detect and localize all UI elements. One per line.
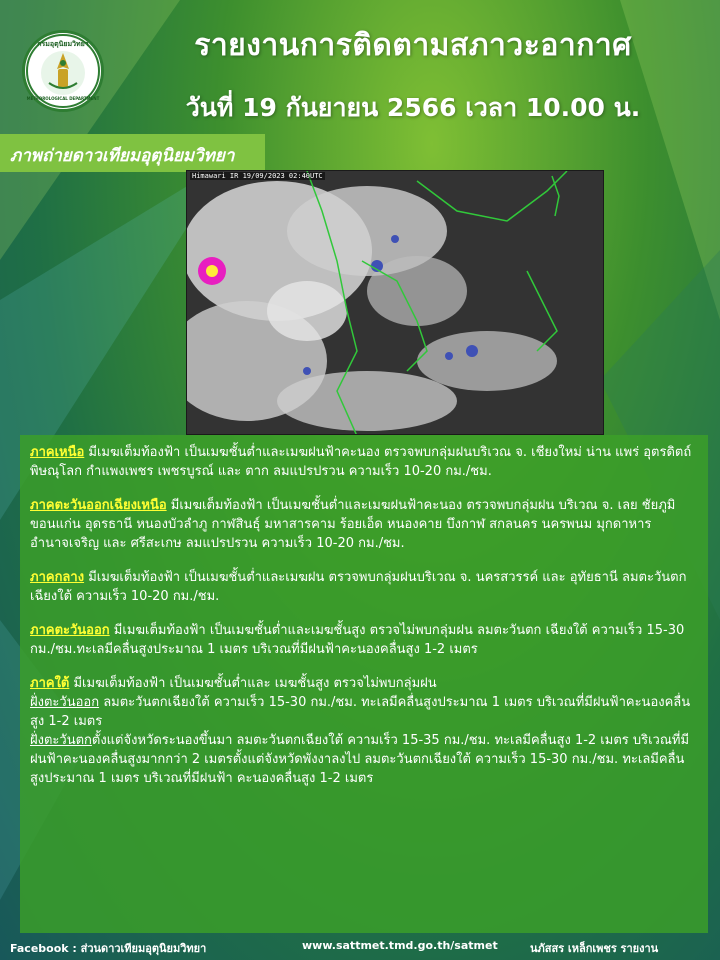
south-east-coast — [30, 693, 698, 731]
satellite-map-graphic — [187, 171, 604, 435]
report-date: วันที่ 19 กันยายน 2566 เวลา 10.00 น. — [185, 93, 641, 122]
region-east — [30, 621, 698, 659]
region-text: มีเมฆเต็มท้องฟ้า เป็นเมฆชั้นต่ำและเมฆฝนฟ้าคะนอง ตรวจพบกลุ่มฝนบริเวณ จ. เชียงใหม่ น่าน แพร่ อุตรดิตถ์ พิษณุโลก กำแพงเพชร เพชรบูรณ์ และ ตาก ลมแปรปรวน ความเร็ว 10-20 กม./ชม. — [30, 445, 692, 479]
weather-report-panel — [20, 435, 708, 933]
region-name: ภาคเหนือ — [30, 445, 85, 460]
coast-label-west: ฝั่งตะวันตก — [30, 733, 92, 748]
region-name: ภาคตะวันออกเฉียงเหนือ — [30, 498, 167, 513]
region-name: ภาคตะวันออก — [30, 623, 110, 638]
coast-label-east: ฝั่งตะวันออก — [30, 695, 100, 710]
region-south — [30, 674, 698, 788]
satellite-section-label: ภาพถ่ายดาวเทียมอุตุนิยมวิทยา — [0, 134, 265, 172]
region-north — [30, 443, 698, 481]
region-name: ภาคใต้ — [30, 676, 70, 691]
footer-facebook: Facebook : ส่วนดาวเทียมอุตุนิยมวิทยา — [10, 942, 207, 955]
south-west-coast — [30, 731, 698, 788]
satellite-caption: Himawari IR 19/09/2023 02:40UTC — [192, 172, 323, 180]
logo-text-top: กรมอุตุนิยมวิทยา — [37, 40, 89, 48]
page-title: รายงานการติดตามสภาวะอากาศ — [194, 28, 632, 63]
footer — [0, 934, 720, 960]
south-summary — [30, 674, 698, 693]
tmd-logo — [22, 30, 104, 112]
coast-text-east: ลมตะวันตกเฉียงใต้ ความเร็ว 15-30 กม./ชม. ทะเลมีคลื่นสูงประมาณ 1 เมตร บริเวณที่มีฝนฟ้าคะนองคลื่นสูง 1-2 เมตร — [30, 695, 691, 729]
region-text: มีเมฆเต็มท้องฟ้า เป็นเมฆชั้นต่ำและ เมฆชั้นสูง ตรวจไม่พบกลุ่มฝน — [69, 676, 437, 691]
footer-reporter: นภัสสร เหล็กเพชร รายงาน — [530, 942, 659, 955]
coast-text-west: ตั้งแต่จังหวัดระนองขึ้นมา ลมตะวันตกเฉียงใต้ ความเร็ว 15-35 กม./ชม. ทะเลมีคลื่นสูง 1-2 เมตร บริเวณที่มีฝนฟ้าคะนองคลื่นสูงมากกว่า 2 เมตรตั้งแต่จังหวัดพังงาลงไป ลมตะวันตกเฉียงใต้ ความเร็ว 15-30 กม./ชม. ทะเลมีคลื่นสูงประมาณ 1 เมตร บริเวณที่มีฝนฟ้า คะนองคลื่นสูง 1-2 เมตร — [30, 733, 690, 786]
logo-text-bottom: METEOROLOGICAL DEPARTMENT — [26, 96, 100, 101]
satellite-image — [186, 170, 604, 435]
region-text: มีเมฆเต็มท้องฟ้า เป็นเมฆชั้นต่ำและเมฆชั้นสูง ตรวจไม่พบกลุ่มฝน ลมตะวันตก เฉียงใต้ ความเร็ว 15-30 กม./ชม.ทะเลมีคลื่นสูงประมาณ 1 เมตร บริเวณที่มีฝนฟ้าคะนองคลื่นสูง 1-2 เมตร — [30, 623, 685, 657]
region-central — [30, 568, 698, 606]
region-name: ภาคกลาง — [30, 570, 85, 585]
footer-website: www.sattmet.tmd.go.th/satmet — [302, 939, 498, 952]
region-text: มีเมฆเต็มท้องฟ้า เป็นเมฆชั้นต่ำและเมฆฝนฟ้าคะนอง ตรวจพบกลุ่มฝน บริเวณ จ. เลย ชัยภูมิ ขอนแก่น อุดรธานี หนองบัวลำภู กาฬสินธุ์ มหาสารคาม ร้อยเอ็ด หนองคาย บึงกาฬ สกลนคร นครพนม มุกดาหาร อำนาจเจริญ และ ศรีสะเกษ ลมแปรปรวน ความเร็ว 10-20 กม./ชม. — [30, 498, 676, 551]
region-text: มีเมฆเต็มท้องฟ้า เป็นเมฆชั้นต่ำและเมฆฝน ตรวจพบกลุ่มฝนบริเวณ จ. นครสวรรค์ และ อุทัยธานี ลมตะวันตกเฉียงใต้ ความเร็ว 10-20 กม./ชม. — [30, 570, 687, 604]
region-northeast — [30, 496, 698, 553]
